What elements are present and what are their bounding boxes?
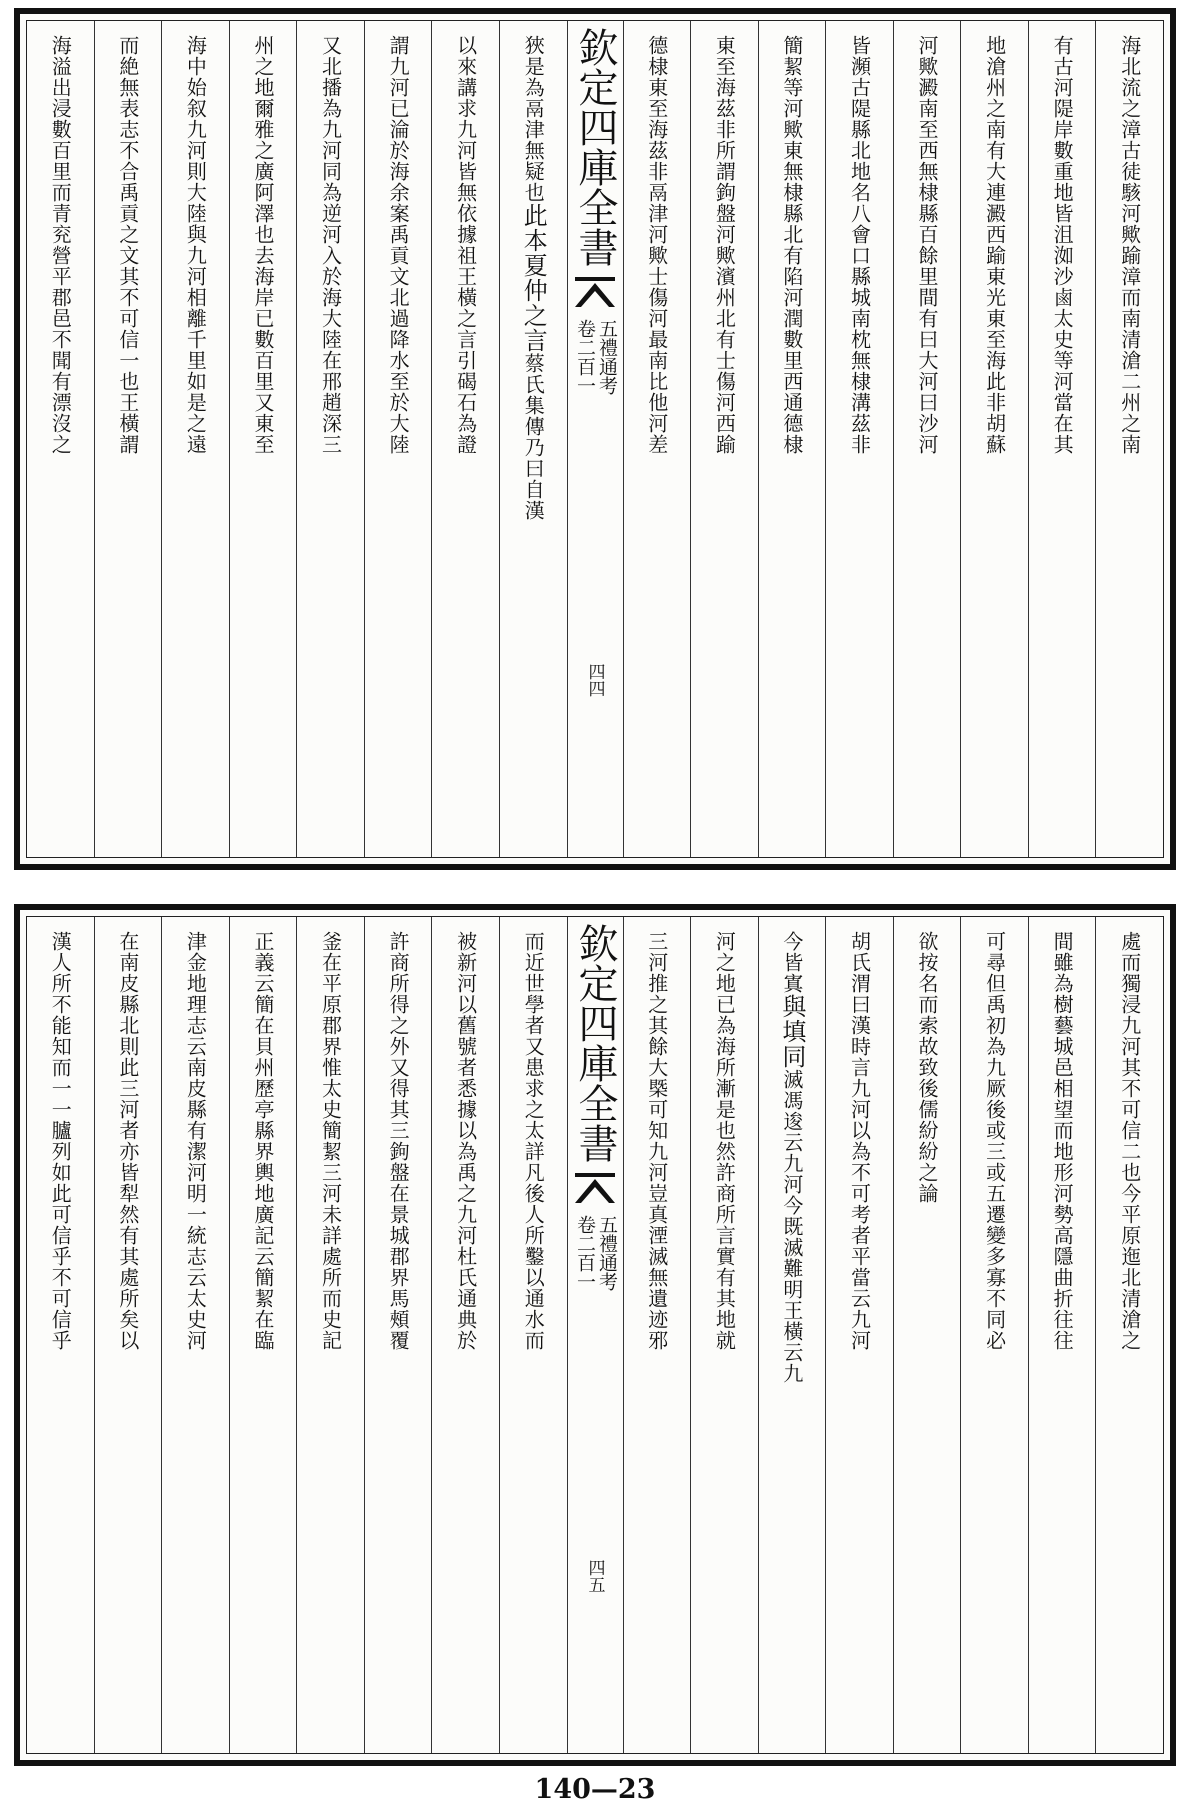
section-title: 五禮通考 卷二百一 xyxy=(574,1215,618,1291)
text-column: 今皆寘與填同滅馮逡云九河今既滅難明王橫云九 xyxy=(758,917,826,1753)
text-column: 釜在平原郡界惟太史簡絜三河未詳處所而史記 xyxy=(296,917,364,1753)
bottom-page-frame xyxy=(26,916,1164,1754)
folio-number: 四五 xyxy=(584,1559,605,1593)
text-column: 正義云簡在貝州歷亭縣界輿地廣記云簡絜在臨 xyxy=(229,917,297,1753)
text-column: 地滄州之南有大連澱西踰東光東至海此非胡蘇 xyxy=(960,21,1028,857)
text-column: 德棣東至海茲非鬲津河歟士傷河最南比他河差 xyxy=(623,21,691,857)
book-title: 欽定四庫全書 xyxy=(572,923,618,1163)
top-page-frame xyxy=(26,20,1164,858)
text-column: 漢人所不能知而一一臚列如此可信乎不可信乎 xyxy=(48,931,73,1351)
inline-note: 與填同 xyxy=(777,994,806,1069)
text-column: 欲按名而索故致後儒紛紛之論 xyxy=(893,917,961,1753)
text-column: 州之地爾雅之廣阿澤也去海岸已數百里又東至 xyxy=(229,21,297,857)
text-column: 謂九河已淪於海余案禹貢文北過降水至於大陸 xyxy=(364,21,432,857)
folio-number: 四四 xyxy=(584,663,605,697)
text-column: 海溢出浸數百里而青兖營平郡邑不聞有漂沒之 xyxy=(48,35,73,455)
bottom-page xyxy=(14,904,1176,1766)
section-title: 五禮通考 卷二百一 xyxy=(574,319,618,395)
text-column: 海中始叙九河則大陸與九河相離千里如是之遠 xyxy=(161,21,229,857)
text-column: 有古河隄岸數重地皆沮洳沙鹵太史等河當在其 xyxy=(1028,21,1096,857)
text-column: 狹是為鬲津無疑也此本夏仲之言蔡氏集傳乃曰自漢 xyxy=(499,21,567,857)
text-column: 以來講求九河皆無依據祖王橫之言引碣石為證 xyxy=(431,21,499,857)
text-column: 津金地理志云南皮縣有潔河明一統志云太史河 xyxy=(161,917,229,1753)
text-column: 而近世學者又患求之太詳凡後人所鑿以通水而 xyxy=(499,917,567,1753)
text-column: 皆瀕古隄縣北地名八會口縣城南枕無棣溝茲非 xyxy=(825,21,893,857)
text-column: 被新河以舊號者悉據以為禹之九河杜氏通典於 xyxy=(431,917,499,1753)
center-gutter xyxy=(567,21,623,857)
text-column: 在南皮縣北則此三河者亦皆犁然有其處所矣以 xyxy=(94,917,162,1753)
text-column: 間雖為樹藝城邑相望而地形河勢高隱曲折往往 xyxy=(1028,917,1096,1753)
text-column: 又北播為九河同為逆河入於海大陸在邢趙深三 xyxy=(296,21,364,857)
page-footer-number: 140—23 xyxy=(534,1774,656,1805)
text-column: 河歟澱南至西無棣縣百餘里間有曰大河曰沙河 xyxy=(893,21,961,857)
text-column: 河之地已為海所漸是也然許商所言實有其地就 xyxy=(690,917,758,1753)
text-column: 海北流之漳古徒駭河歟踰漳而南清滄二州之南 xyxy=(1095,21,1163,857)
center-gutter xyxy=(567,917,623,1753)
inline-note: 此本夏仲之言 xyxy=(519,203,548,353)
fish-tail-ornament-icon xyxy=(573,275,617,309)
text-column: 三河推之其餘大槩可知九河豈真湮滅無遺迹邪 xyxy=(623,917,691,1753)
text-column: 處而獨浸九河其不可信二也今平原迤北清滄之 xyxy=(1095,917,1163,1753)
fish-tail-ornament-icon xyxy=(573,1171,617,1205)
text-column: 許商所得之外又得其三鉤盤在景城郡界馬頰覆 xyxy=(364,917,432,1753)
book-title: 欽定四庫全書 xyxy=(572,27,618,267)
text-column: 東至海茲非所謂鉤盤河歟濱州北有士傷河西踰 xyxy=(690,21,758,857)
top-page xyxy=(14,8,1176,870)
text-column: 而絶無表志不合禹貢之文其不可信一也王橫謂 xyxy=(94,21,162,857)
text-column: 胡氏渭曰漢時言九河以為不可考者平當云九河 xyxy=(825,917,893,1753)
text-column: 簡絜等河歟東無棣縣北有陷河潤數里西通德棣 xyxy=(758,21,826,857)
text-column: 可尋但禹初為九厥後或三或五遷變多寡不同必 xyxy=(960,917,1028,1753)
